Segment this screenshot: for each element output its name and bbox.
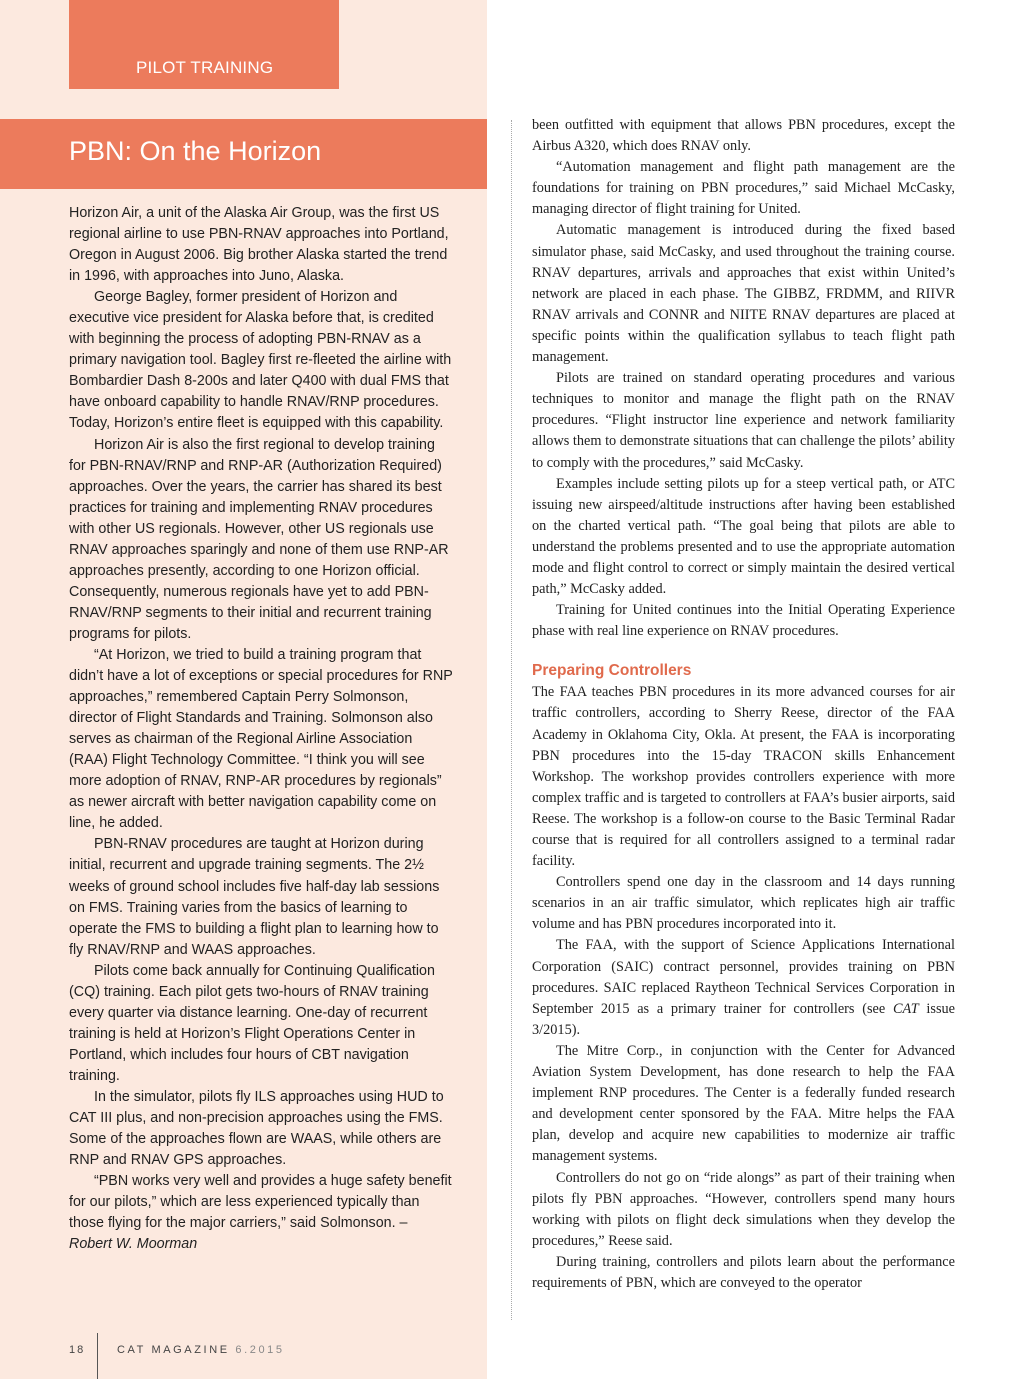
sidebar-paragraph: “At Horizon, we tried to build a training program that didn’t have a lot of exceptions or special procedures for RNP approaches,” remembered Captain Perry Solmonson, director of Flight Standards and Training. Solmonson also serves as chairman of the Regional Airline Association (RAA) Flight Technology Committee. “I think you will see more adoption of RNAV, RNP-AR procedures by regionals” as newer aircraft with better navigation capability come on line, he added.	[69, 646, 453, 832]
section-tab	[69, 0, 339, 89]
article-paragraph: been outfitted with equipment that allows PBN procedures, except the Airbus A320, which does RNAV only.	[532, 117, 955, 155]
sidebar-article	[69, 203, 453, 1255]
article-paragraph: Pilots are trained on standard operating procedures and various techniques to monitor and manage the flight path on the RNAV procedures. “Flight instructor line experience and network familiarity allows them to demonstrate situations that can challenge the pilots’ ability to comply with the procedures,” said McCasky.	[532, 370, 955, 471]
article-paragraph: The FAA teaches PBN procedures in its more advanced courses for air traffic controllers, according to Sherry Reese, director of the FAA Academy in Oklahoma City, Okla. At present, the FAA is incorporating PBN procedures into the 15-day TRACON skills Enhancement Workshop. The workshop provides controllers experience with more complex traffic and is targeted to controllers at FAA’s busier airports, said Reese. The workshop is a follow-on course to the Basic Terminal Radar course that is required for all controllers assigned to a terminal radar facility.	[532, 684, 955, 870]
sidebar-title: PBN: On the Horizon	[69, 136, 322, 166]
main-article-column	[532, 115, 955, 1294]
article-paragraph: During training, controllers and pilots learn about the performance requirements of PBN, which are conveyed to the operator	[532, 1253, 955, 1291]
magazine-issue	[117, 1344, 285, 1356]
article-paragraph: Controllers spend one day in the classroom and 14 days running scenarios in an air traffic simulator, which replicates high air traffic volume and has PBN procedures incorporated into it.	[532, 874, 955, 933]
sidebar-last-paragraph	[69, 1171, 453, 1255]
author-signature: Robert W. Moorman	[69, 1236, 198, 1253]
article-paragraph: Controllers do not go on “ride alongs” as part of their training when pilots fly PBN approaches. “However, controllers spend many hours working with pilots on flight deck simulations when they develop the procedures,” Reese said.	[532, 1169, 955, 1249]
page-footer	[0, 1333, 487, 1379]
sidebar-paragraph: Pilots come back annually for Continuing Qualification (CQ) training. Each pilot gets two-hours of RNAV training every quarter via distance learning. One-day of recurrent training is held at Horizon’s Flight Operations Center in Portland, which includes four hours of CBT navigation training.	[69, 962, 435, 1084]
page-number: 18	[69, 1344, 86, 1356]
article-paragraph: Examples include setting pilots up for a steep vertical path, or ATC issuing new airspeed/altitude instructions after having been established on the charted vertical path. “The goal being that pilots are able to understand the problems presented and to use the appropriate automation mode and flight control to correct or simply maintain the desired vertical path,” McCasky added.	[532, 475, 955, 598]
saic-text-before: The FAA, with the support of Science Applications International Corporation (SAIC) contract personnel, provides training on PBN procedures. SAIC replaced Raytheon Technical Services Corporation in September 2015 as a primary trainer for controllers (see	[532, 937, 955, 1017]
sidebar-paragraph: Horizon Air, a unit of the Alaska Air Group, was the first US regional airline to use PBN-RNAV approaches into Portland, Oregon in August 2006. Big brother Alaska started the trend in 1996, with approaches into Juno, Alaska.	[69, 205, 449, 285]
sidebar-paragraph: Horizon Air is also the first regional to develop training for PBN-RNAV/RNP and RNP-AR (Authorization Required) approaches. Over the years, the carrier has shared its best practices for training and implementing RNAV procedures with other US regionals. However, other US regionals use RNAV approaches sparingly and none of them use RNP-AR approaches presently, according to one Horizon official. Consequently, numerous regionals have yet to add PBN-RNAV/RNP segments to their initial and recurrent training programs for pilots.	[69, 436, 449, 642]
sidebar-paragraph: George Bagley, former president of Horizon and executive vice president for Alaska before that, is credited with beginning the process of adopting PBN-RNAV as a primary navigation tool. Bagley first re-fleeted the airline with Bombardier Dash 8-200s and later Q400 with dual FMS that have onboard capability to handle RNAV/RNP procedures. Today, Horizon’s entire fleet is equipped with this capability.	[69, 289, 452, 432]
magazine-reference: CAT	[892, 1000, 919, 1017]
article-paragraph: Training for United continues into the Initial Operating Experience phase with real line experience on RNAV procedures.	[532, 602, 955, 640]
subheading: Preparing Controllers	[532, 662, 692, 680]
sidebar-paragraph: PBN-RNAV procedures are taught at Horizon during initial, recurrent and upgrade training segments. The 2½ weeks of ground school includes five half-day lab sessions on FMS. Training varies from the basics of learning to operate the FMS to building a flight plan to learning how to fly RNAV/RNP and WAAS approaches.	[69, 836, 440, 958]
article-paragraph: The Mitre Corp., in conjunction with the Center for Advanced Aviation System Development, has done research to help the FAA implement RNP procedures. The Center is a federally funded research and development center sponsored by the FAA. Mitre helps the FAA plan, develop and acquire new capabilities to modernize air traffic management systems.	[532, 1042, 955, 1165]
article-paragraph: “Automation management and flight path management are the foundations for training on PBN procedures,” said Michael McCasky, managing director of flight training for United.	[532, 159, 955, 218]
article-paragraph	[532, 935, 955, 1040]
article-paragraph: Automatic management is introduced during the fixed based simulator phase, said McCasky, and used throughout the training course. RNAV departures, arrivals and approaches that exist within United’s network are placed in each phase. The GIBBZ, FRDMM, and RIIVR RNAV arrivals and CONNR and NIITE RNAV departures are placed at specific points within the qualification syllabus to teach flight path management.	[532, 222, 955, 366]
column-divider	[511, 120, 512, 1320]
sidebar-paragraph: In the simulator, pilots fly ILS approaches using HUD to CAT III plus, and non-precision approaches using the FMS. Some of the approaches flown are WAAS, while others are RNP and RNAV GPS approaches.	[69, 1088, 444, 1169]
section-label: PILOT TRAINING	[136, 58, 274, 77]
title-band	[0, 119, 487, 189]
footer-rule	[97, 1333, 98, 1379]
saic-text-after: issue 3/2015).	[532, 1000, 955, 1038]
sidebar-last-text: “PBN works very well and provides a huge safety benefit for our pilots,” which are less experienced typically than those flying for the major carriers,” said Solmonson. –	[69, 1173, 452, 1232]
magazine-name: CAT MAGAZINE	[117, 1344, 230, 1356]
issue-date: 6.2015	[235, 1344, 285, 1356]
